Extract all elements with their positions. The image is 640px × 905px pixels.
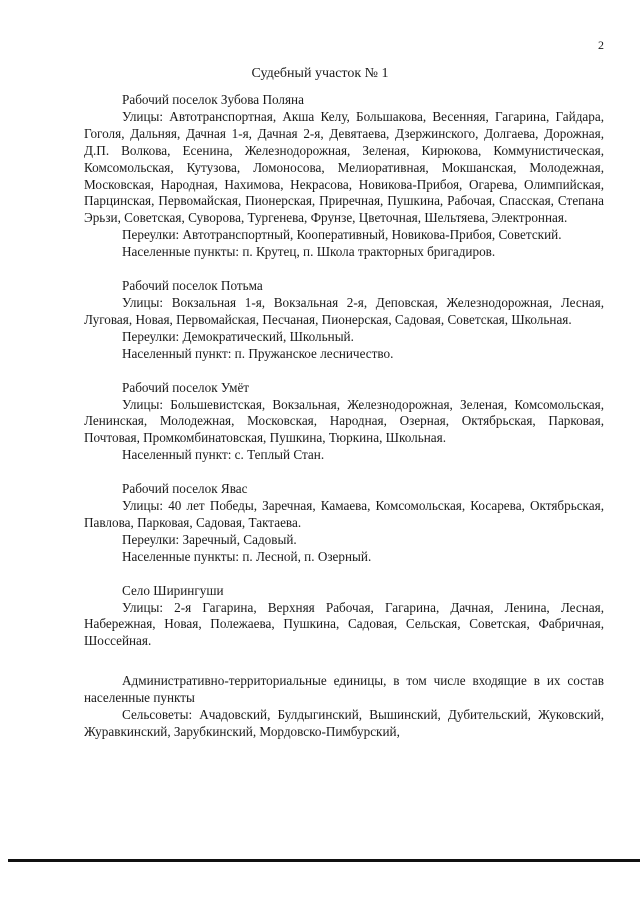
section-title: Рабочий поселок Потьма: [122, 278, 263, 294]
section-title: Село Ширингуши: [122, 582, 224, 598]
streets-paragraph: Улицы: Автотранспортная, Акша Келу, Большакова, Весенняя, Гагарина, Гайдара, Гоголя, Дальняя, Дачная 1-я, Дачная 2-я, Девятаева, Дзержинского, Долгаева, Дорожная, Д.П. Волкова, Есенина, Железнодорожная, Зеленая, Кирюкова, Коммунистическая, Комсомольская, Кутузова, Ломоносова, Мелиоративная, Мокшанская, Молодежная, Московская, Народная, Нахимова, Некрасова, Новикова-Прибоя, Огарева, Олимпийская, Парцинская, Первомайская, Пионерская, Приречная, Пушкина, Рабочая, Спасская, Степана Эрьзи, Советская, Суворова, Тургенева, Фрунзе, Цветочная, Шельтяева, Электронная.: [84, 108, 604, 226]
streets-paragraph: Улицы: 40 лет Победы, Заречная, Камаева, Комсомольская, Косарева, Октябрьская, Павлова, Парковая, Садовая, Тактаева.: [84, 498, 604, 530]
settlements-line: Населенный пункт: с. Теплый Стан.: [122, 447, 325, 463]
section-shiringushi: [84, 583, 604, 651]
section-umet: [84, 380, 604, 465]
section-admin-units: [84, 673, 604, 741]
settlements-line: Населенные пункты: п. Крутец, п. Школа тракторных бригадиров.: [122, 244, 496, 260]
settlements-line: Населенный пункт: п. Пружанское лесничество.: [122, 345, 394, 361]
lanes-paragraph: Переулки: Автотранспортный, Кооперативный, Новикова-Прибоя, Советский.: [122, 227, 562, 243]
section-potma: [84, 278, 604, 363]
streets-paragraph: Улицы: Большевистская, Вокзальная, Железнодорожная, Зеленая, Комсомольская, Ленинская, Молодежная, Московская, Народная, Озерная, Октябрьская, Парковая, Почтовая, Промкомбинатовская, Пушкина, Тюркина, Школьная.: [84, 396, 604, 446]
section-yavas: [84, 481, 604, 566]
document-heading: Судебный участок № 1: [251, 66, 389, 81]
settlements-line: Населенные пункты: п. Лесной, п. Озерный.: [122, 548, 372, 564]
lanes-line: Переулки: Заречный, Садовый.: [122, 531, 297, 547]
page-number: 2: [598, 38, 604, 52]
councils-paragraph: Сельсоветы: Ачадовский, Булдыгинский, Вышинский, Дубительский, Жуковский, Журавкинский, Зарубкинский, Мордовско-Пимбурский,: [84, 707, 604, 739]
section-title: Рабочий поселок Умёт: [122, 379, 250, 395]
lanes-line: Переулки: Демократический, Школьный.: [122, 328, 354, 344]
section-title: Рабочий поселок Зубова Поляна: [122, 92, 304, 107]
section-title: Рабочий поселок Явас: [122, 481, 248, 497]
document-body: [84, 92, 604, 741]
streets-paragraph: Улицы: Вокзальная 1-я, Вокзальная 2-я, Деповская, Железнодорожная, Лесная, Луговая, Новая, Первомайская, Песчаная, Пионерская, Садовая, Советская, Школьная.: [84, 294, 604, 327]
admin-units-intro: Административно-территориальные единицы, в том числе входящие в их состав населенные пункты: [84, 673, 604, 706]
section-zubova-polyana: [84, 92, 604, 261]
streets-paragraph: Улицы: 2-я Гагарина, Верхняя Рабочая, Гагарина, Дачная, Ленина, Лесная, Набережная, Новая, Полежаева, Пушкина, Садовая, Сельская, Советская, Фабричная, Шоссейная.: [84, 599, 604, 649]
page-bottom-rule: [8, 859, 640, 862]
